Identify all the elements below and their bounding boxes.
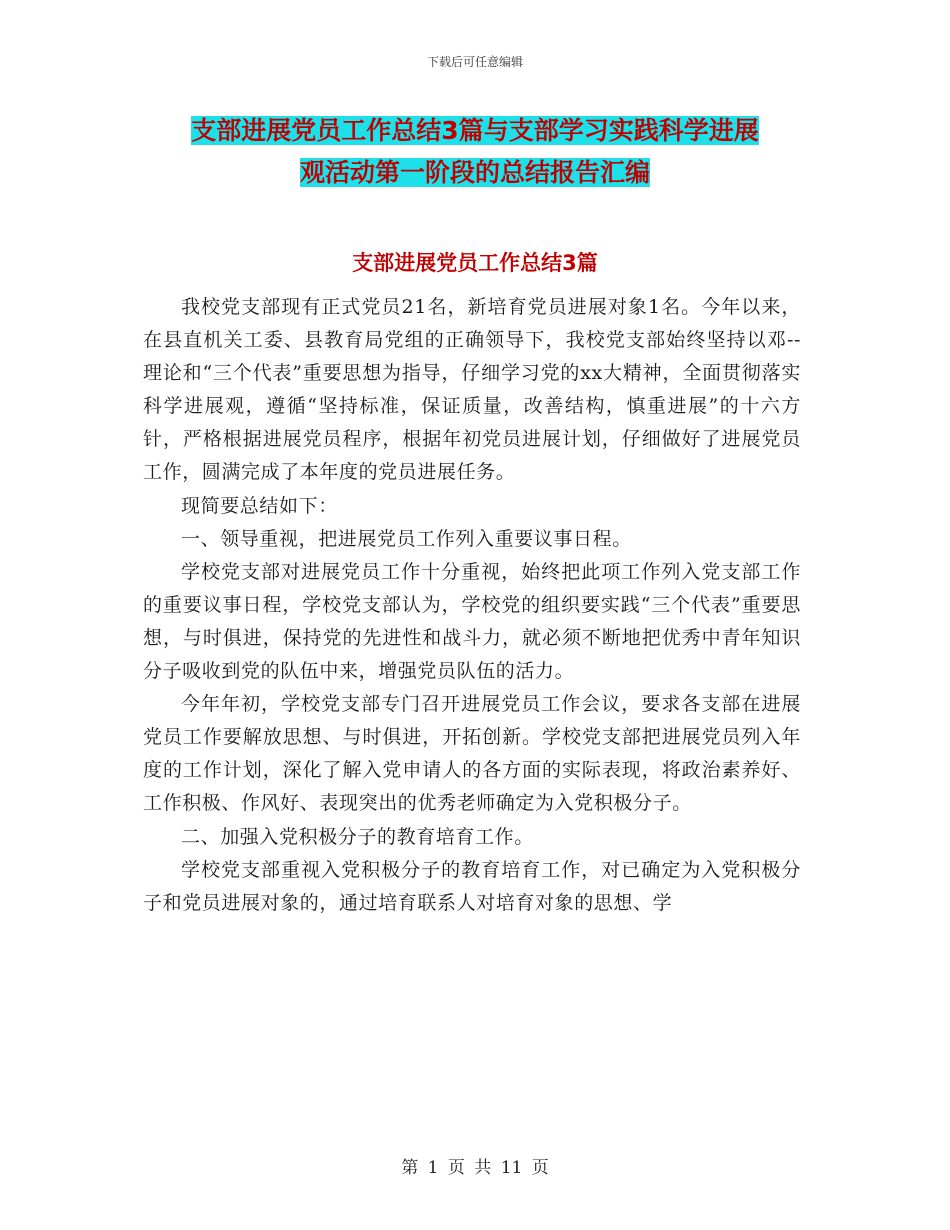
paragraph: 我校党支部现有正式党员21名，新培育党员进展对象1名。今年以来，在县直机关工委、县教育局党组的正确领导下，我校党支部始终坚持以邓--理论和“三个代表”重要思想为指导，仔细学习党的xx大精神，全面贯彻落实科学进展观，遵循“坚持标准，保证质量，改善结构，慎重进展”的十六方针，严格根据进展党员程序，根据年初党员进展计划，仔细做好了进展党员工作，圆满完成了本年度的党员进展任务。 [143, 296, 801, 484]
paragraph: 学校党支部对进展党员工作十分重视，始终把此项工作列入党支部工作的重要议事日程，学校党支部认为，学校党的组织要实践“三个代表”重要思想，与时俱进，保持党的先进性和战斗力，就必须不断地把优秀中青年知识分子吸收到党的队伍中来，增强党员队伍的活力。 [143, 560, 801, 683]
paragraph: 今年年初，学校党支部专门召开进展党员工作会议，要求各支部在进展党员工作要解放思想、与时俱进，开拓创新。学校党支部把进展党员列入年度的工作计划，深化了解入党申请人的各方面的实际表现，将政治素养好、工作积极、作风好、表现突出的优秀老师确定为入党积极分子。 [143, 693, 801, 815]
document-title [140, 110, 810, 194]
title-line-2: 观活动第一阶段的总结报告汇编 [299, 158, 650, 187]
document-body [143, 291, 801, 920]
header-note: 下载后可任意编辑 [426, 55, 523, 69]
section-title: 支部进展党员工作总结3篇 [352, 251, 598, 275]
paragraph: 学校党支部重视入党积极分子的教育培育工作，对已确定为入党积极分子和党员进展对象的，通过培育联系人对培育对象的思想、学 [143, 858, 801, 914]
page-footer: 第 1 页 共 11 页 [401, 1158, 549, 1178]
title-line-1: 支部进展党员工作总结3篇与支部学习实践科学进展 [191, 116, 759, 145]
paragraph: 现简要总结如下： [181, 494, 338, 517]
paragraph-heading: 二、加强入党积极分子的教育培育工作。 [181, 825, 534, 848]
paragraph-heading: 一、领导重视，把进展党员工作列入重要议事日程。 [181, 527, 632, 550]
